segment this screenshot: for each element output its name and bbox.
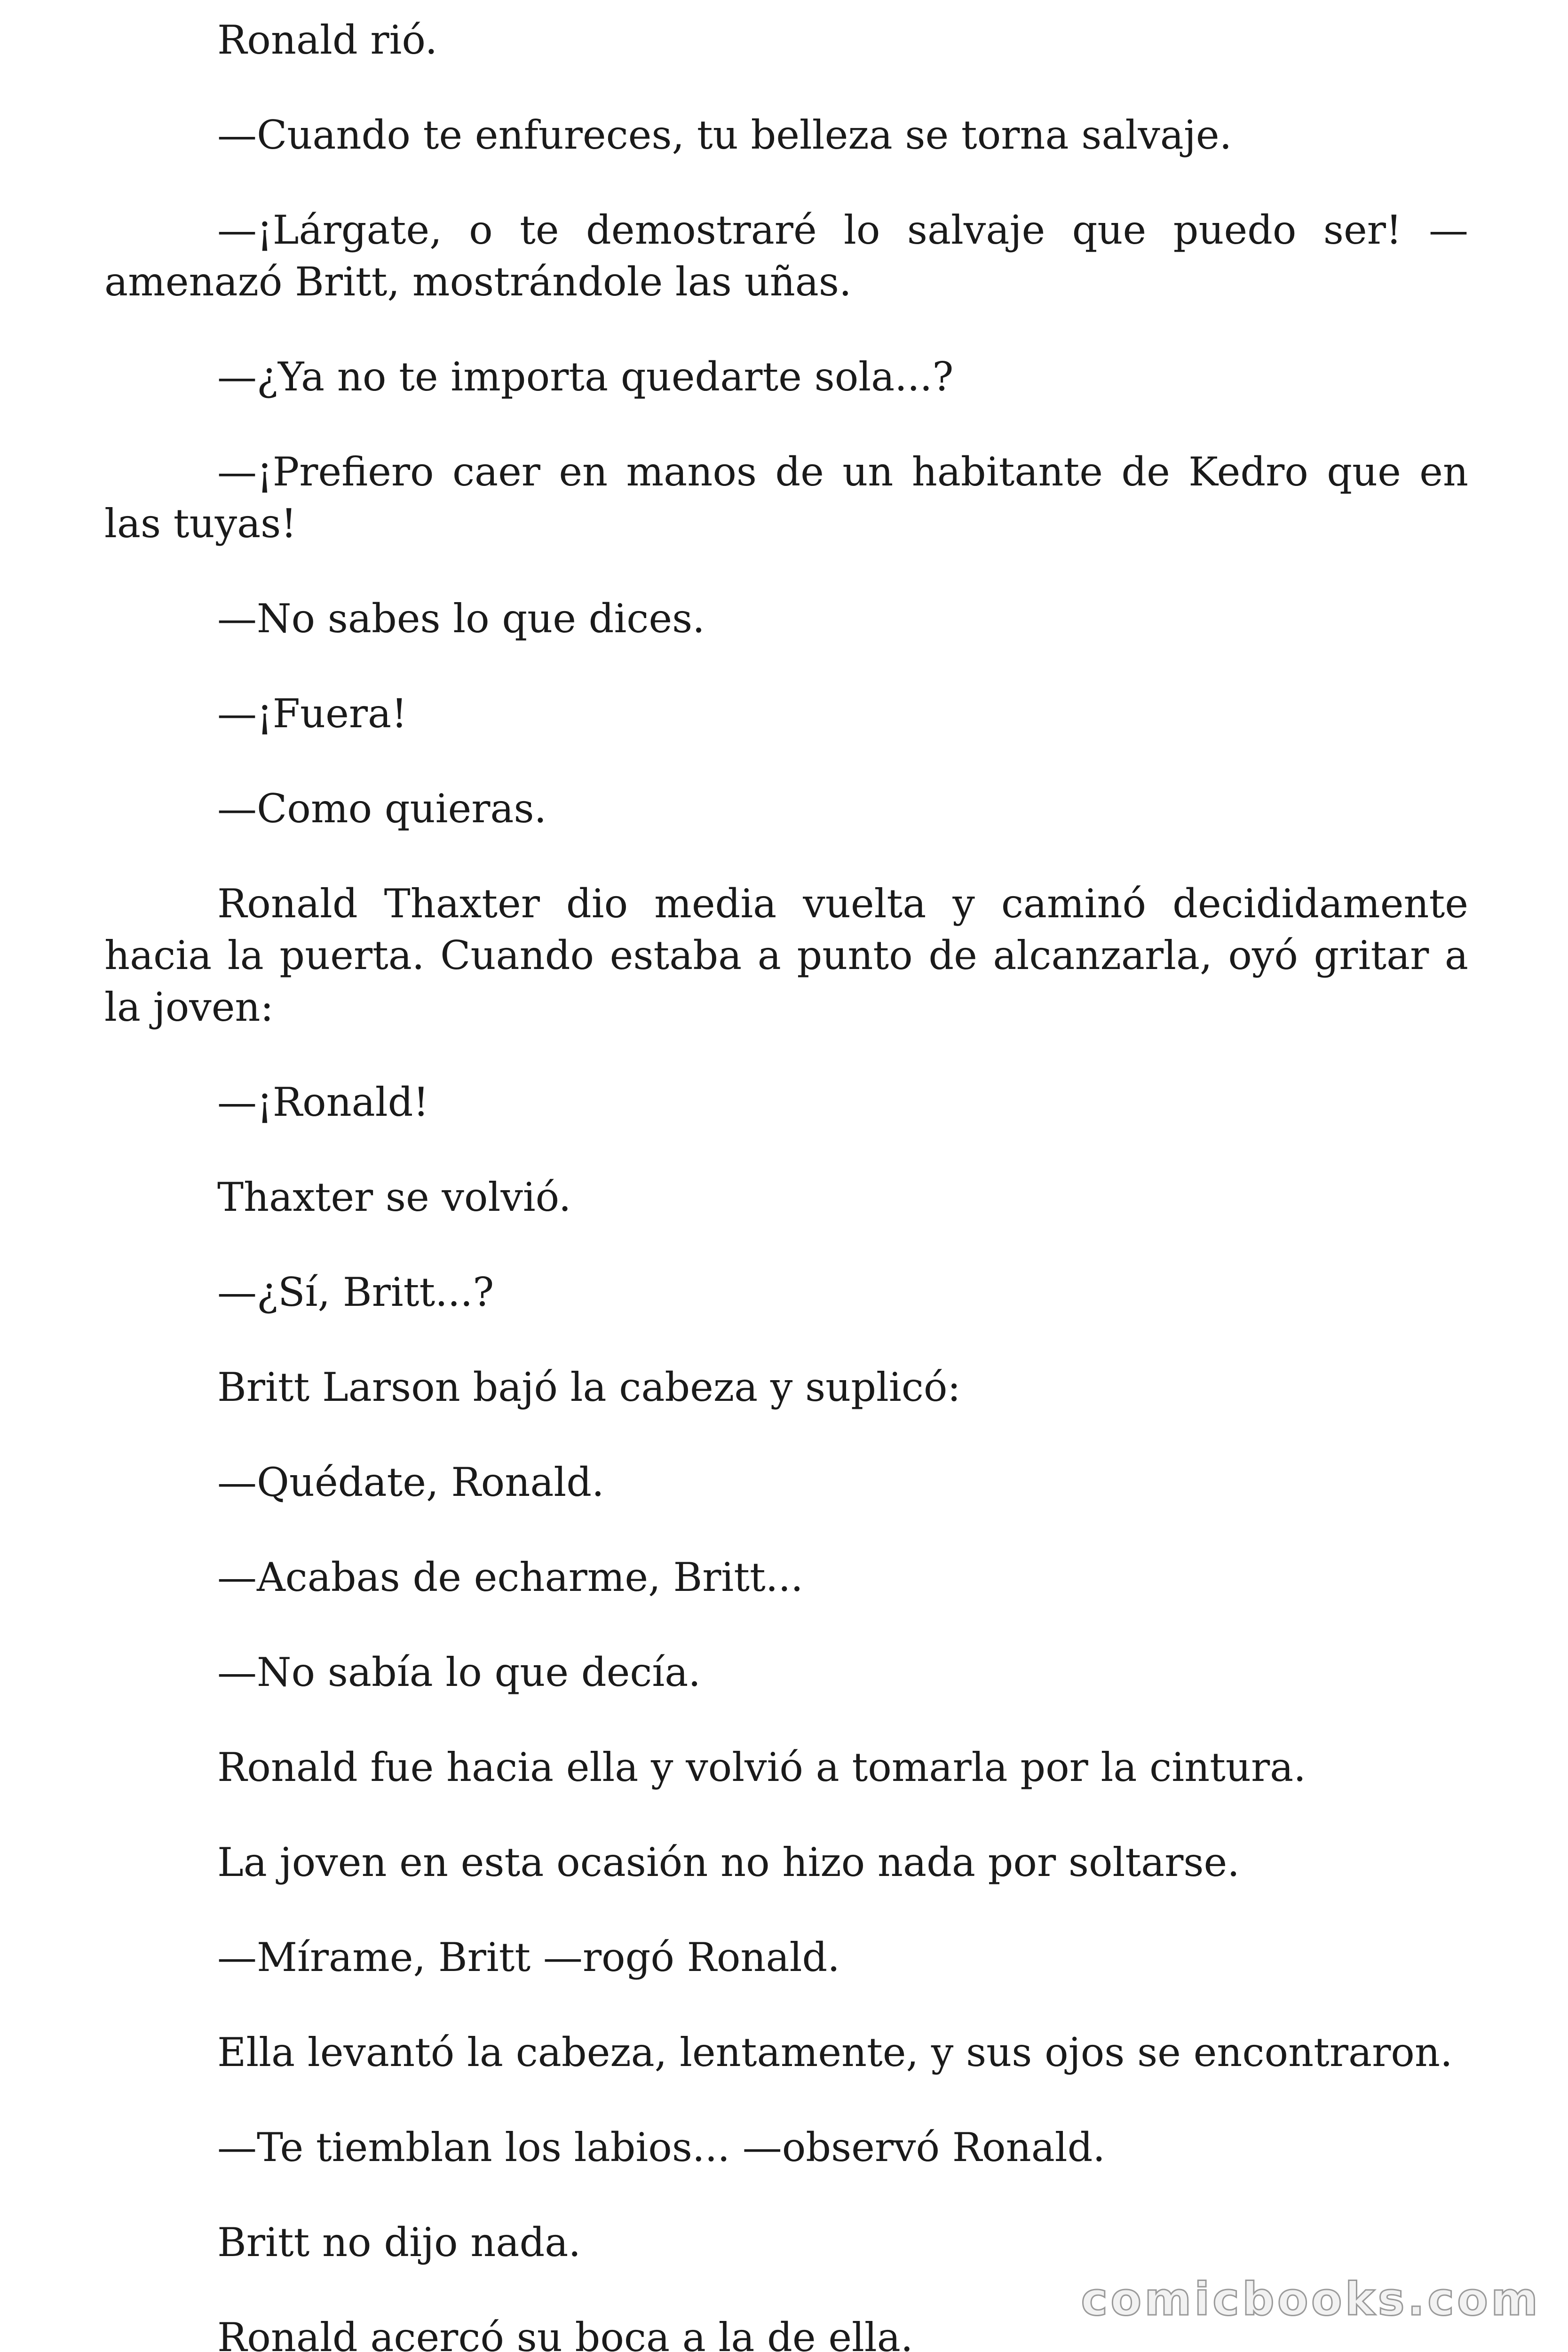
paragraph: —¿Sí, Britt...? xyxy=(217,1269,494,1315)
paragraph: —¿Ya no te importa quedarte sola...? xyxy=(217,354,954,400)
paragraph: —Mírame, Britt —rogó Ronald. xyxy=(217,1934,840,1980)
paragraph: —¡Fuera! xyxy=(217,691,407,737)
paragraph: —¡Prefiero caer en manos de un habitante de Kedro que en las tuyas! xyxy=(104,449,1468,547)
paragraph: Ella levantó la cabeza, lentamente, y sus ojos se encontraron. xyxy=(217,2029,1453,2075)
paragraph: —¡Ronald! xyxy=(217,1079,429,1125)
paragraph: —Como quieras. xyxy=(217,786,547,832)
page-text xyxy=(104,0,1468,2352)
paragraph: —No sabía lo que decía. xyxy=(217,1649,701,1695)
paragraph: Ronald acercó su boca a la de ella. xyxy=(217,2314,913,2352)
paragraph: —Acabas de echarme, Britt... xyxy=(217,1554,803,1600)
paragraph: —Te tiemblan los labios... —observó Ronald. xyxy=(217,2124,1106,2170)
paragraph: —Cuando te enfureces, tu belleza se torna salvaje. xyxy=(217,112,1232,158)
paragraph: Ronald rió. xyxy=(217,17,438,63)
paragraph: Ronald fue hacia ella y volvió a tomarla por la cintura. xyxy=(217,1744,1306,1790)
watermark-logo: comicbooks.com xyxy=(1081,2273,1541,2326)
paragraph: Thaxter se volvió. xyxy=(217,1174,571,1220)
paragraph: La joven en esta ocasión no hizo nada por soltarse. xyxy=(217,1839,1240,1885)
paragraph: Ronald Thaxter dio media vuelta y caminó decididamente hacia la puerta. Cuando estaba a punto de alcanzarla, oyó gritar a la joven: xyxy=(104,881,1468,1030)
paragraph: —Quédate, Ronald. xyxy=(217,1459,604,1505)
paragraph: —¡Lárgate, o te demostraré lo salvaje que puedo ser! —amenazó Britt, mostrándole las uñas. xyxy=(104,207,1468,305)
paragraph: —No sabes lo que dices. xyxy=(217,596,705,642)
paragraph: Britt Larson bajó la cabeza y suplicó: xyxy=(217,1364,961,1410)
paragraph: Britt no dijo nada. xyxy=(217,2219,581,2265)
